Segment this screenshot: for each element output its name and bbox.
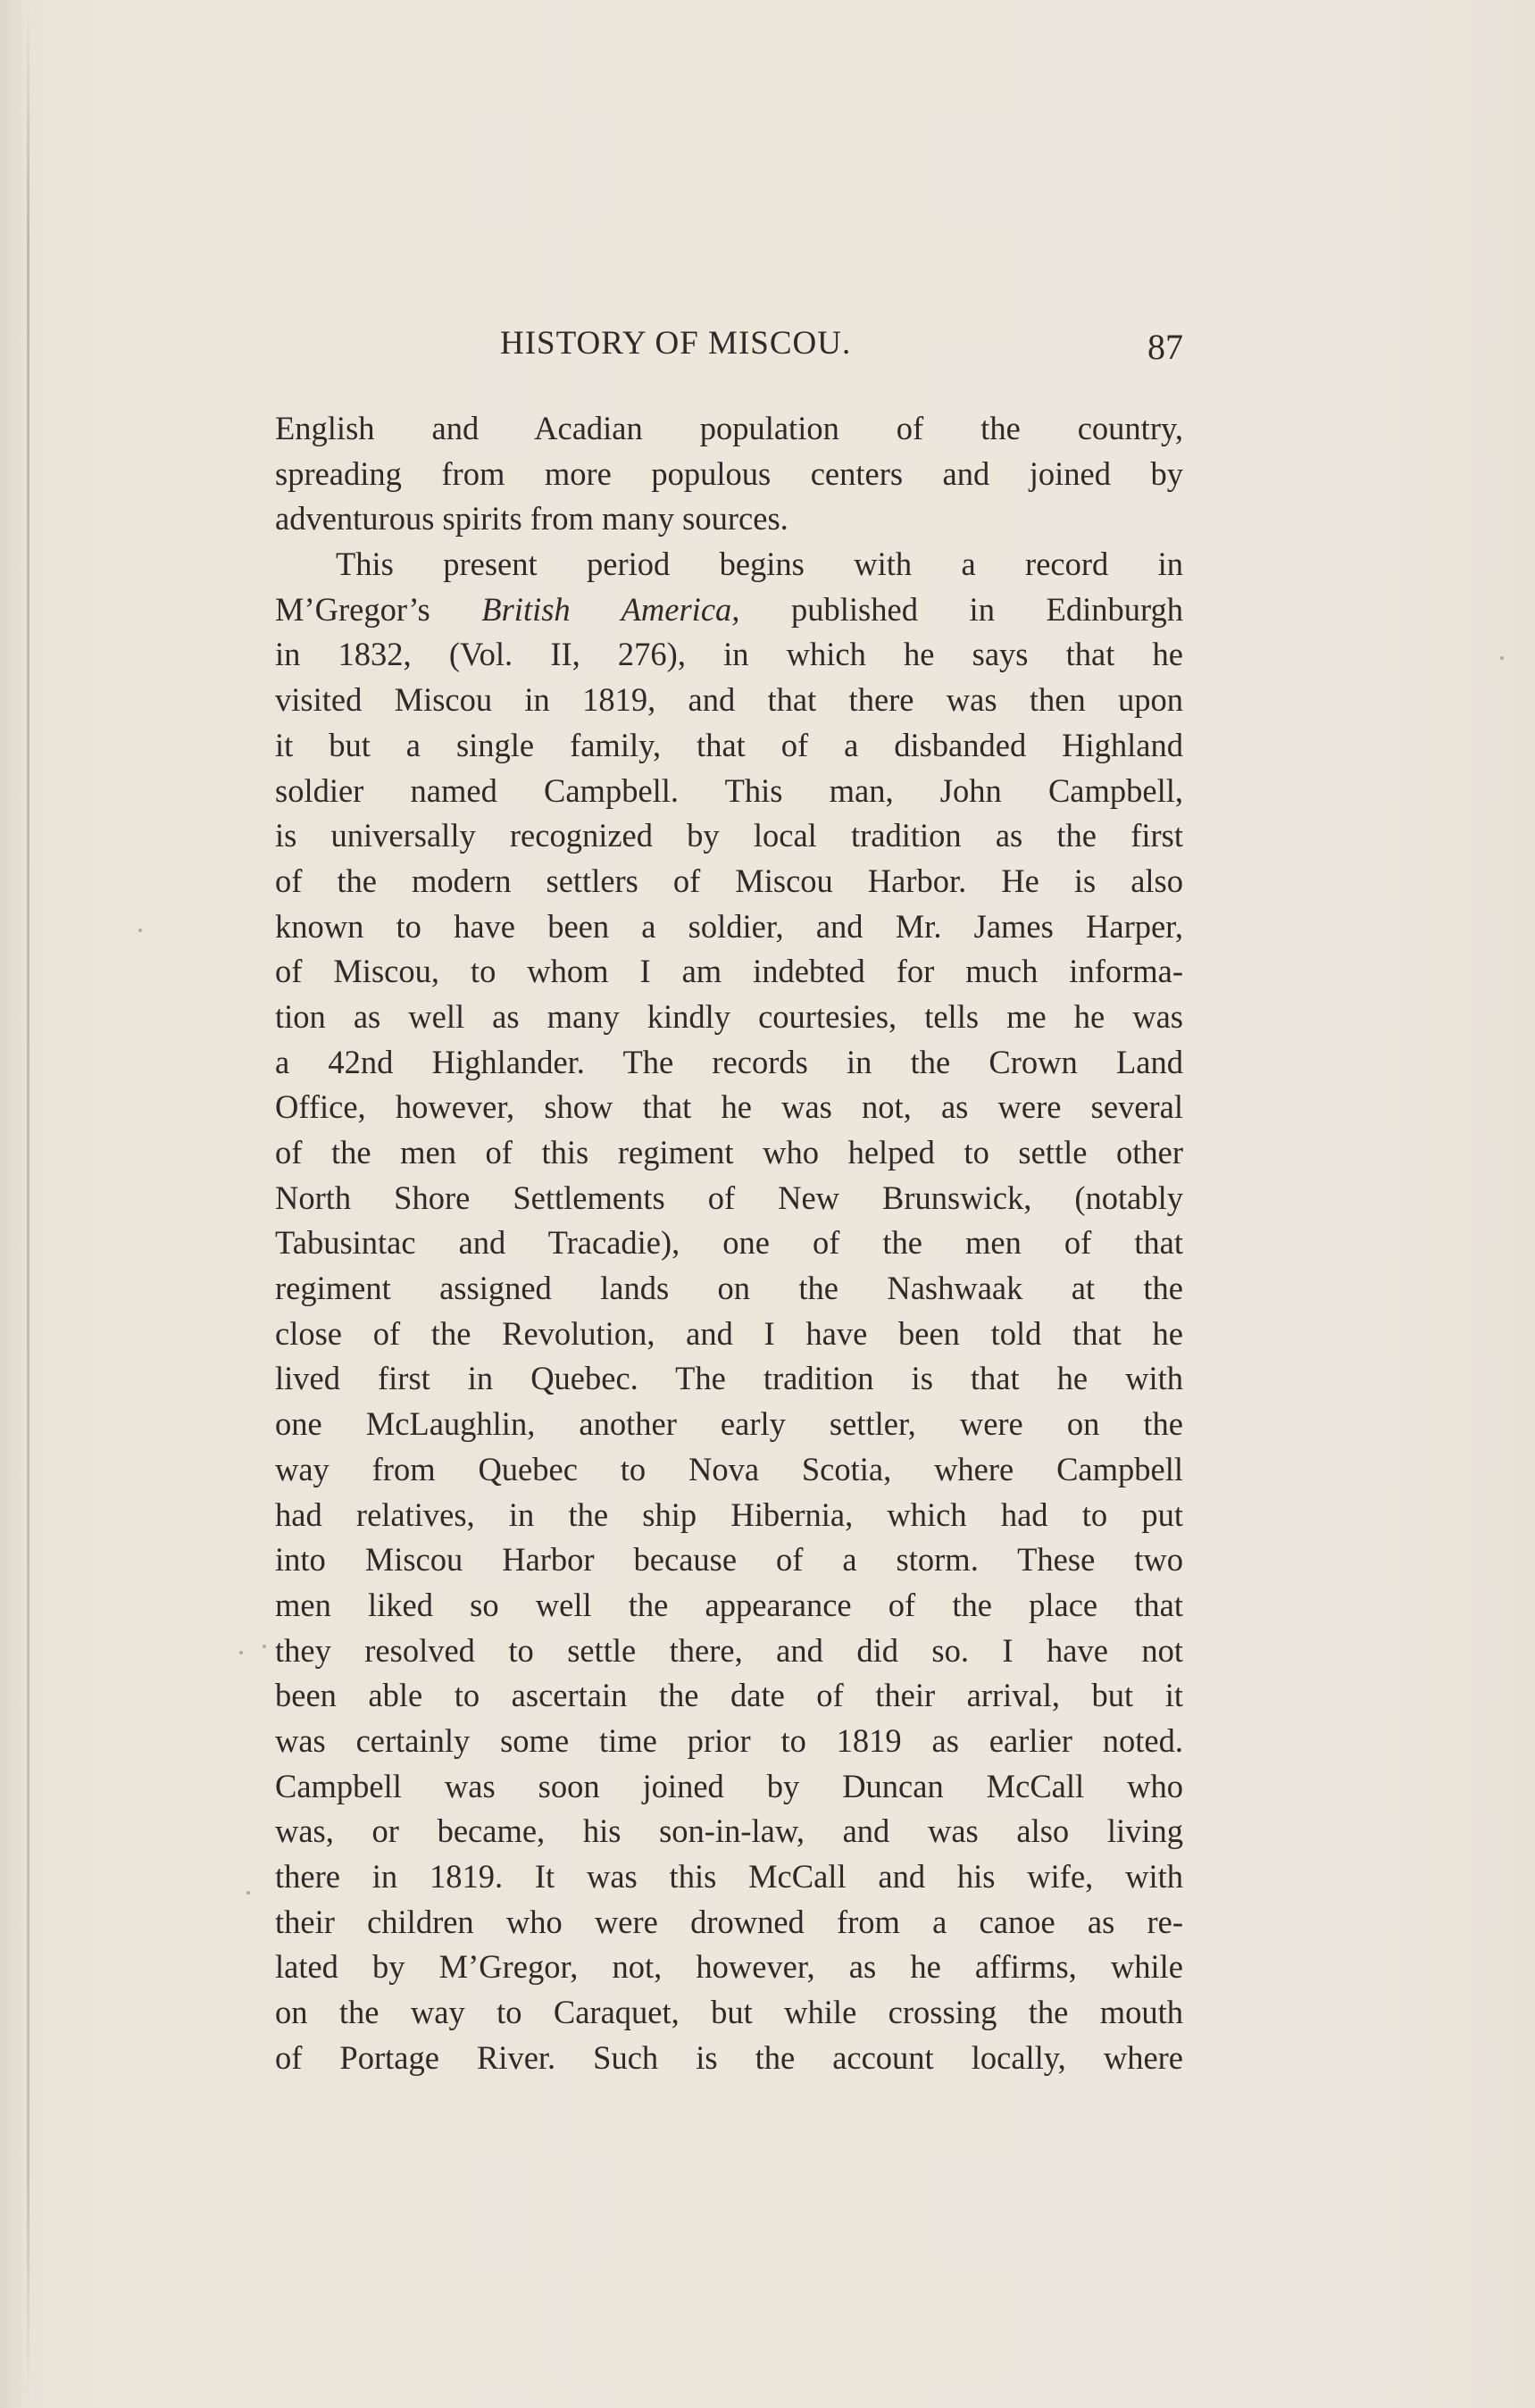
- text-line: of Portage River. Such is the account locally, where: [275, 2038, 1183, 2076]
- page-number: 87: [1147, 327, 1183, 367]
- text-line: of the men of this regiment who helped to settle other: [275, 1134, 1183, 1171]
- text-line: Campbell was soon joined by Duncan McCall who: [275, 1767, 1183, 1804]
- text-line: been able to ascertain the date of their arrival, but it: [275, 1677, 1183, 1714]
- paper-speck: [1500, 656, 1504, 660]
- text-line: North Shore Settlements of New Brunswick, (notably: [275, 1179, 1183, 1216]
- text-line: it but a single family, that of a disbanded Highland: [275, 726, 1183, 763]
- text-line: had relatives, in the ship Hibernia, which had to put: [275, 1496, 1183, 1533]
- text-line: This present period begins with a record in: [336, 546, 1183, 583]
- text-line: was, or became, his son-in-law, and was also living: [275, 1812, 1183, 1850]
- paper-speck: [263, 1645, 266, 1648]
- text-line: Tabusintac and Tracadie), one of the men of that: [275, 1224, 1183, 1262]
- text-line: they resolved to settle there, and did so. I have not: [275, 1631, 1183, 1669]
- text-line: tion as well as many kindly courtesies, tells me he was: [275, 997, 1183, 1035]
- text-line: of the modern settlers of Miscou Harbor. He is also: [275, 862, 1183, 899]
- book-title-italic: British America,: [481, 590, 740, 628]
- text-line: spreading from more populous centers and joined by: [275, 454, 1183, 492]
- running-title: HISTORY OF MISCOU.: [500, 325, 852, 362]
- text-line: way from Quebec to Nova Scotia, where Campbell: [275, 1450, 1183, 1487]
- text-line: lated by M’Gregor, not, however, as he affirms, while: [275, 1948, 1183, 1986]
- text-line: of Miscou, to whom I am indebted for much informa-: [275, 953, 1183, 990]
- text-line: into Miscou Harbor because of a storm. These two: [275, 1541, 1183, 1579]
- text-line: their children who were drowned from a canoe as re-: [275, 1903, 1183, 1940]
- text-line: known to have been a soldier, and Mr. James Harper,: [275, 907, 1183, 945]
- text-line: English and Acadian population of the country,: [275, 410, 1183, 446]
- text-line: on the way to Caraquet, but while crossing the mouth: [275, 1994, 1183, 2031]
- text-line: soldier named Campbell. This man, John Campbell,: [275, 771, 1183, 809]
- text-segment: published in Edinburgh: [739, 590, 1183, 628]
- running-header: [275, 321, 1183, 366]
- text-line: is universally recognized by local tradition as the first: [275, 817, 1183, 854]
- paper-speck: [246, 1891, 250, 1895]
- text-line: a 42nd Highlander. The records in the Crown Land: [275, 1043, 1183, 1080]
- body-text: [275, 406, 1183, 2080]
- text-line: Office, however, show that he was not, as were several: [275, 1088, 1183, 1126]
- binding-edge: [27, 0, 29, 2408]
- text-line: regiment assigned lands on the Nashwaak at the: [275, 1270, 1183, 1307]
- paper-speck: [138, 929, 142, 932]
- paper-speck: [239, 1651, 243, 1654]
- text-line: in 1832, (Vol. II, 276), in which he says that he: [275, 636, 1183, 673]
- text-line: adventurous spirits from many sources.: [275, 500, 788, 537]
- text-line: was certainly some time prior to 1819 as earlier noted.: [275, 1721, 1183, 1759]
- text-line: men liked so well the appearance of the place that: [275, 1586, 1183, 1623]
- text-line: lived first in Quebec. The tradition is that he with: [275, 1360, 1183, 1397]
- text-line: one McLaughlin, another early settler, were on the: [275, 1405, 1183, 1443]
- text-line: [275, 587, 1183, 633]
- text-segment: M’Gregor’s: [275, 590, 482, 628]
- text-line: visited Miscou in 1819, and that there was then upon: [275, 681, 1183, 719]
- text-line: there in 1819. It was this McCall and his wife, with: [275, 1858, 1183, 1895]
- text-line: close of the Revolution, and I have been told that he: [275, 1314, 1183, 1352]
